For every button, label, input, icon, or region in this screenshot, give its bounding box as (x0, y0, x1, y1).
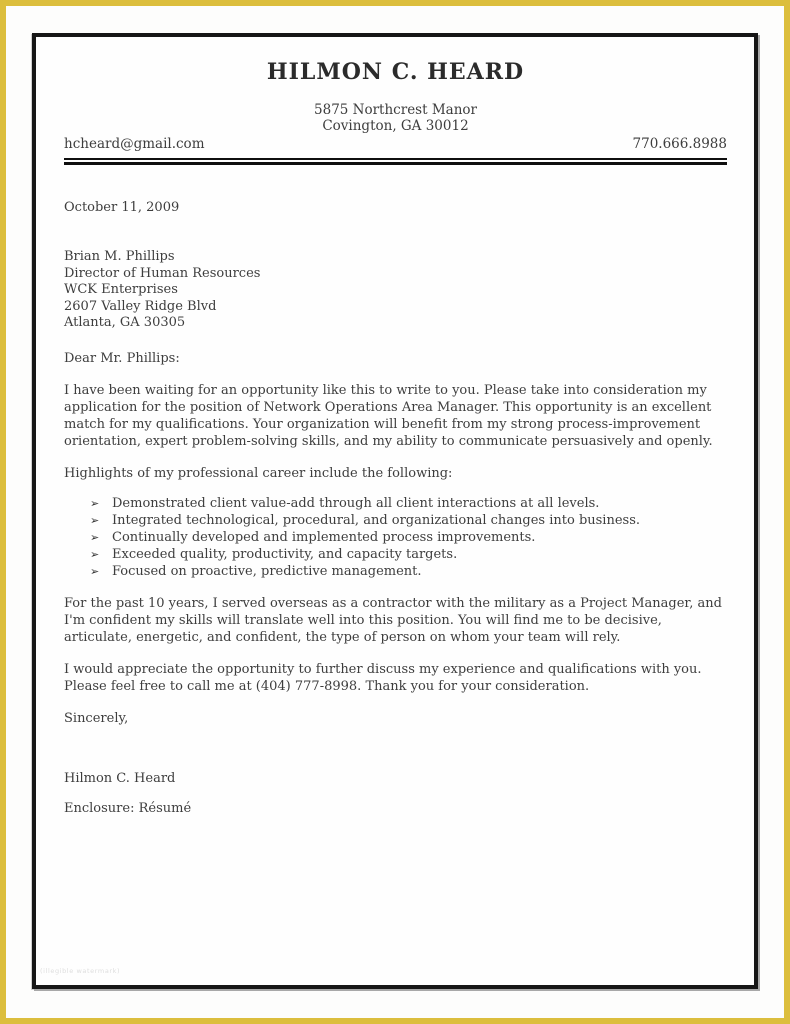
highlight-text: Focused on proactive, predictive management. (112, 563, 422, 579)
highlight-text: Demonstrated client value-add through all client interactions at all levels. (112, 495, 600, 511)
letter-date: October 11, 2009 (64, 200, 180, 215)
recipient-name: Brian M. Phillips (64, 249, 175, 264)
arrow-bullet-icon: ➢ (90, 496, 100, 510)
list-item (90, 495, 727, 512)
paragraph-experience: For the past 10 years, I served overseas as a contractor with the military as a Project Manager, and I'm confident my skills will translate well into this position. You will find me to be decisive, articulate, energetic, and confident, the type of person on whom your team will rely. (64, 595, 722, 645)
highlight-text: Integrated technological, procedural, and organizational changes into business. (112, 512, 641, 528)
complimentary-close: Sincerely, (64, 710, 129, 726)
arrow-bullet-icon: ➢ (90, 547, 100, 561)
letter-content (36, 37, 754, 985)
salutation: Dear Mr. Phillips: (64, 350, 180, 366)
list-item (90, 546, 727, 563)
highlights-intro: Highlights of my professional career include the following: (64, 465, 453, 481)
sender-address (64, 102, 727, 134)
header-divider-thin (64, 158, 727, 160)
list-item (90, 563, 727, 580)
arrow-bullet-icon: ➢ (90, 513, 100, 527)
page-frame-border (32, 33, 758, 989)
highlights-list (64, 495, 727, 580)
recipient-title: Director of Human Resources (64, 265, 261, 281)
arrow-bullet-icon: ➢ (90, 530, 100, 544)
enclosure-note: Enclosure: Résumé (64, 800, 192, 816)
sender-address-line1: 5875 Northcrest Manor (314, 102, 477, 118)
arrow-bullet-icon: ➢ (90, 564, 100, 578)
letterhead (64, 59, 727, 134)
contact-row (64, 136, 727, 153)
sender-phone: 770.666.8988 (632, 136, 727, 152)
signature-name: Hilmon C. Heard (64, 770, 176, 786)
paragraph-closing: I would appreciate the opportunity to further discuss my experience and qualifications with you. Please feel free to call me at (404) 777-8998. Thank you for your consideration. (64, 661, 702, 694)
recipient-company: WCK Enterprises (64, 282, 178, 297)
paragraph-intro: I have been waiting for an opportunity like this to write to you. Please take into consideration my application for the position of Network Operations Area Manager. This opportunity is an excellent match for my qualifications. Your organization will benefit from my strong process-improvement orientation, expert problem-solving skills, and my ability to communicate persuasively and openly. (64, 382, 713, 449)
list-item (90, 529, 727, 546)
sender-address-line2: Covington, GA 30012 (322, 118, 469, 134)
recipient-street: 2607 Valley Ridge Blvd (64, 298, 217, 314)
sender-name: HILMON C. HEARD (266, 59, 525, 85)
sender-email: hcheard@gmail.com (64, 136, 205, 152)
recipient-city: Atlanta, GA 30305 (64, 315, 186, 330)
watermark-text: (illegible watermark) (40, 967, 121, 975)
recipient-block (64, 249, 727, 332)
highlight-text: Continually developed and implemented process improvements. (112, 529, 536, 545)
header-divider-thick (64, 162, 727, 165)
list-item (90, 512, 727, 529)
highlight-text: Exceeded quality, productivity, and capacity targets. (112, 546, 458, 562)
